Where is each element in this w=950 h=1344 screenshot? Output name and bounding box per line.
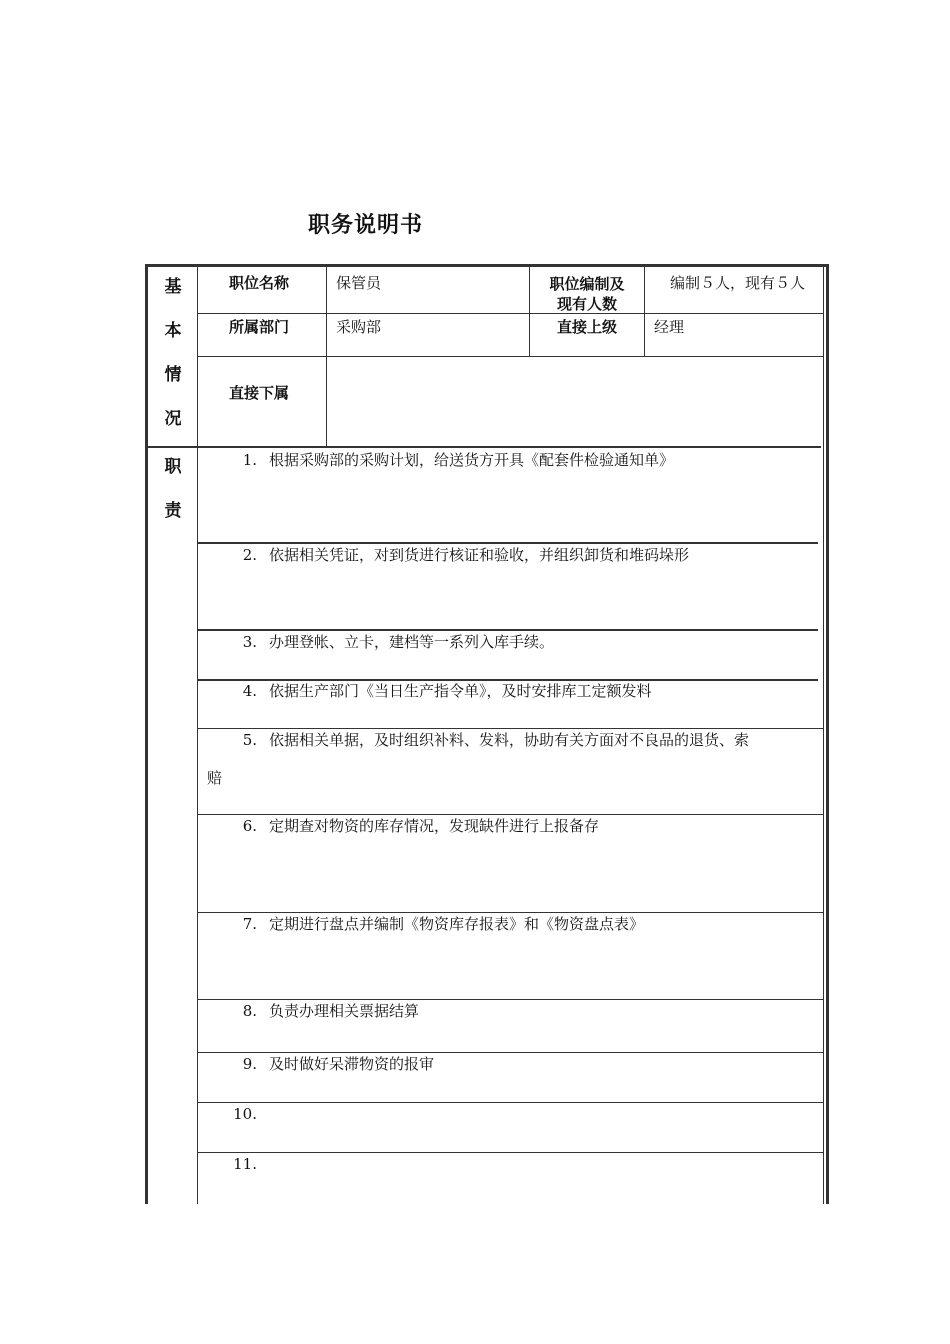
duty-text: 及时做好呆滞物资的报审 <box>269 1055 435 1073</box>
duty-text-continuation: 赔 <box>207 769 223 787</box>
duty-item <box>207 1045 821 1083</box>
department-value: 采购部 <box>336 318 382 336</box>
supervisor-label: 直接上级 <box>556 318 617 336</box>
duty-text: 负责办理相关票据结算 <box>269 1002 420 1020</box>
label-char: 情 <box>164 365 182 385</box>
duty-number: 4. <box>242 682 257 700</box>
duty-text: 依据相关凭证，对到货进行核证和验收，并组织卸货和堆码垛形 <box>269 546 690 564</box>
divider <box>198 356 824 357</box>
position-name-value: 保管员 <box>336 274 382 292</box>
duty-item <box>207 672 821 710</box>
duty-number: 11. <box>233 1155 257 1173</box>
position-name-label: 职位名称 <box>229 274 290 292</box>
duty-item <box>207 441 821 479</box>
duty-item-continuation <box>207 759 821 797</box>
headcount-label <box>530 274 644 314</box>
department-label: 所属部门 <box>229 318 290 336</box>
duty-item <box>207 536 821 574</box>
duty-text: 定期进行盘点并编制《物资库存报表》和《物资盘点表》 <box>269 915 645 933</box>
duty-item <box>207 807 821 845</box>
duty-number: 3. <box>242 633 257 651</box>
subordinate-label: 直接下属 <box>229 384 290 402</box>
divider <box>197 266 198 1204</box>
divider <box>198 313 824 314</box>
duty-number: 10. <box>233 1105 257 1123</box>
duty-number: 5. <box>242 731 257 749</box>
duty-text: 办理登帐、立卡，建档等一系列入库手续。 <box>269 633 555 651</box>
label-char: 况 <box>164 409 182 429</box>
headcount-label-line1: 职位编制及 <box>549 275 625 293</box>
duty-text: 依据生产部门《当日生产指令单》，及时安排库工定额发料 <box>269 682 652 700</box>
headcount-label-line2: 现有人数 <box>556 295 617 313</box>
duty-item <box>207 623 821 661</box>
duty-number: 1. <box>242 451 257 469</box>
supervisor-value: 经理 <box>654 318 685 336</box>
duty-item <box>207 992 821 1030</box>
duty-item <box>207 905 821 943</box>
label-char: 责 <box>164 501 182 521</box>
duty-number: 7. <box>242 915 257 933</box>
label-char: 基 <box>164 277 182 297</box>
divider <box>644 266 645 356</box>
duty-text: 定期查对物资的库存情况，发现缺件进行上报备存 <box>269 817 600 835</box>
basic-section-label <box>161 272 185 448</box>
duty-number: 8. <box>242 1002 257 1020</box>
duty-number: 9. <box>242 1055 257 1073</box>
divider <box>823 266 824 1204</box>
duties-section-label <box>161 452 185 540</box>
duty-item <box>207 1145 821 1183</box>
headcount-value: 编制５人，现有５人 <box>670 274 806 292</box>
duty-text: 根据采购部的采购计划，给送货方开具《配套件检验通知单》 <box>269 451 675 469</box>
duty-item <box>207 1095 821 1133</box>
label-char: 本 <box>164 321 182 341</box>
label-char: 职 <box>164 457 182 477</box>
document-title: 职务说明书 <box>308 213 424 238</box>
duty-number: 2. <box>242 546 257 564</box>
duty-text: 依据相关单据，及时组织补料、发料，协助有关方面对不良品的退货、索 <box>269 731 750 749</box>
duty-item <box>207 721 821 759</box>
duty-number: 6. <box>242 817 257 835</box>
